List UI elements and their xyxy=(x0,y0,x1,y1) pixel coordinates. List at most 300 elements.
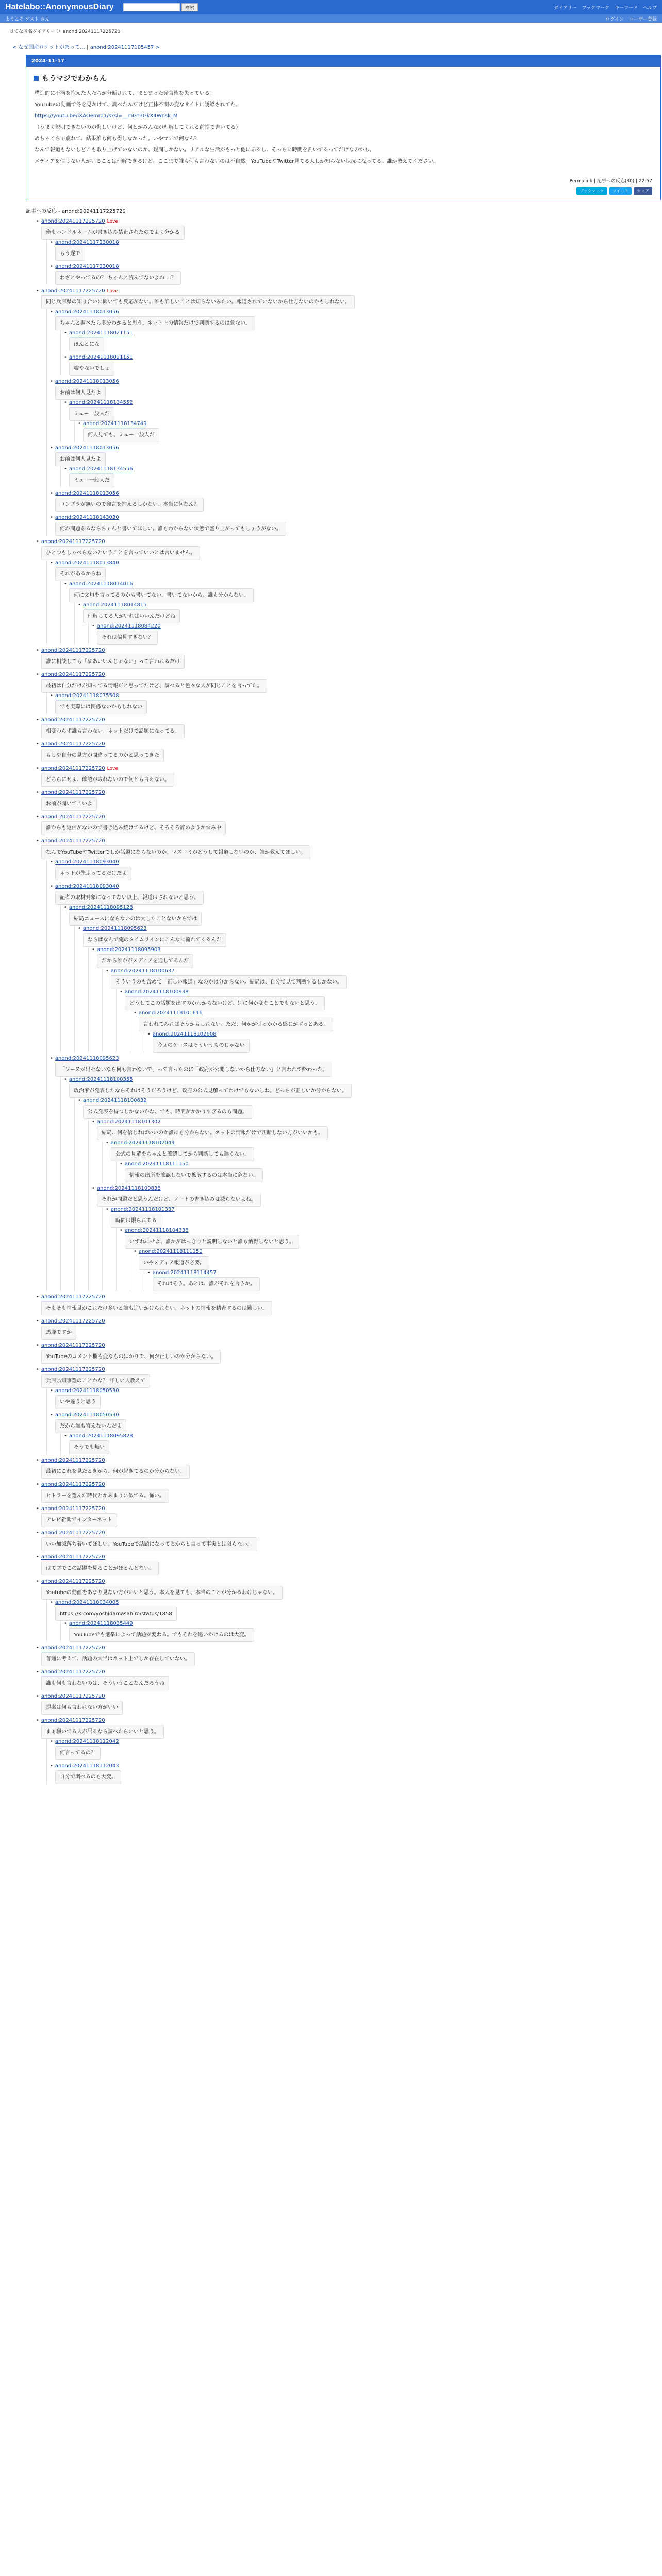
comment-replies xyxy=(46,240,657,285)
comment-text: 自分で調べるのも大変。 xyxy=(55,1770,121,1784)
comment-author-link[interactable]: anond:20241117225720 xyxy=(41,814,105,820)
comment-node xyxy=(64,400,657,442)
comment-author-link[interactable]: anond:20241118014016 xyxy=(69,581,133,587)
register-link[interactable]: ユーザー登録 xyxy=(628,16,657,22)
comment-node xyxy=(78,926,657,1053)
bullet-icon: • xyxy=(36,1294,39,1300)
comment-author-link[interactable]: anond:20241118134749 xyxy=(82,421,147,427)
comment-text: 提案は何も言われない方がいい xyxy=(41,1701,123,1715)
comment-node xyxy=(36,648,657,669)
comment-author-link[interactable]: anond:20241118100355 xyxy=(69,1077,133,1082)
comment-author-link[interactable]: anond:20241117225720 xyxy=(41,790,105,795)
comment-author-link[interactable]: anond:20241117225720 xyxy=(41,1482,105,1487)
entry-body xyxy=(26,88,660,174)
comment-node xyxy=(106,968,657,1053)
comment-header xyxy=(50,560,657,566)
comment-replies xyxy=(46,560,657,645)
comment-node xyxy=(36,1294,657,1315)
comment-node xyxy=(78,602,657,645)
entry-title[interactable] xyxy=(26,67,660,88)
comment-text: そうでも無い xyxy=(69,1440,109,1454)
comment-header xyxy=(50,884,657,889)
comment-author-link[interactable]: anond:20241118101616 xyxy=(138,1010,203,1016)
comment-author-link[interactable]: anond:20241118021151 xyxy=(69,330,133,336)
bullet-icon: • xyxy=(36,1693,39,1699)
comment-text: 最初は自分だけが知ってる情報だと思ってたけど、調べると色々な人が同じことを言ってた。 xyxy=(41,679,267,693)
bullet-icon: • xyxy=(36,741,39,747)
comment-author-link[interactable]: anond:20241118100838 xyxy=(96,1185,161,1191)
search-button[interactable]: 検索 xyxy=(181,3,198,11)
comment-author-link[interactable]: anond:20241118100632 xyxy=(82,1098,147,1104)
comment-node xyxy=(64,354,657,376)
comment-header xyxy=(134,1010,657,1016)
comment-header xyxy=(64,1433,657,1439)
comment-text: わざとやってるの？ ちゃんと読んでないよね ...？ xyxy=(55,271,181,285)
comment-replies xyxy=(46,859,657,1291)
bullet-icon: • xyxy=(50,693,53,699)
comment-node xyxy=(92,947,657,1053)
prev-link[interactable]: < なぜ国産ロケットがあって… xyxy=(12,45,85,50)
comment-text: 時間は限られてる xyxy=(111,1214,161,1228)
comment-header xyxy=(50,379,657,384)
content xyxy=(0,23,662,1790)
comment-header xyxy=(147,1031,657,1037)
next-link[interactable]: anond:20241117105457 > xyxy=(90,45,160,50)
comment-header xyxy=(36,648,657,653)
comment-author-link[interactable]: anond:20241118093040 xyxy=(55,859,119,865)
nav-bookmark[interactable]: ブックマーク xyxy=(582,5,609,11)
comment-author-link[interactable]: anond:20241118101337 xyxy=(110,1207,175,1212)
comment-author-link[interactable]: anond:20241118102608 xyxy=(152,1031,217,1037)
bullet-icon: • xyxy=(106,1140,109,1146)
comment-header xyxy=(78,421,657,427)
comment-node xyxy=(36,1530,657,1551)
bullet-icon: • xyxy=(134,1010,137,1016)
comment-header xyxy=(78,602,657,608)
comment-author-link[interactable]: anond:20241117225720 xyxy=(41,766,105,771)
comment-header xyxy=(36,288,657,294)
sub-bar xyxy=(0,14,662,23)
comment-author-link[interactable]: anond:20241117225720 xyxy=(41,1554,105,1560)
comment-author-link[interactable]: anond:20241118013840 xyxy=(55,560,119,566)
comment-node xyxy=(50,693,657,714)
comment-author-link[interactable]: anond:20241118112043 xyxy=(55,1763,119,1769)
comment-author-link[interactable]: anond:20241117225720 xyxy=(41,741,105,747)
comment-author-link[interactable]: anond:20241117225720 xyxy=(41,1294,105,1300)
comment-author-link[interactable]: anond:20241118102049 xyxy=(110,1140,175,1146)
bullet-icon: • xyxy=(64,330,67,336)
comment-author-link[interactable]: anond:20241118013056 xyxy=(55,379,119,384)
comment-text: 何言ってるの？ xyxy=(55,1746,101,1760)
comment-header xyxy=(36,1458,657,1463)
comment-author-link[interactable]: anond:20241118111150 xyxy=(138,1249,203,1255)
pager xyxy=(12,43,653,50)
nav-help[interactable]: ヘルプ xyxy=(642,5,657,11)
comment-author-link[interactable]: anond:20241117225720 xyxy=(41,1318,105,1324)
comment-header xyxy=(120,989,657,995)
comment-header xyxy=(64,354,657,360)
entry-title-text: もうマジでわからん xyxy=(42,75,107,83)
comment-node xyxy=(50,309,657,376)
comment-author-link[interactable]: anond:20241117225720 xyxy=(41,648,105,653)
comment-text: いずれにせよ、誰かがはっきりと説明しないと誰も納得しないと思う。 xyxy=(125,1235,299,1249)
comment-node xyxy=(50,1388,657,1409)
comment-text: ほんとにな xyxy=(69,337,104,351)
comment-author-link[interactable]: anond:20241117225720 xyxy=(41,1458,105,1463)
entry-meta[interactable]: Permalink | 記事への反応(30) | 22:57 xyxy=(569,179,652,184)
comment-replies xyxy=(144,1031,657,1053)
comment-author-link[interactable]: anond:20241117225720 xyxy=(41,1693,105,1699)
comment-text: まぁ騒いでる人が居るなら調べたらいいと思う。 xyxy=(41,1725,164,1739)
comment-node xyxy=(36,1693,657,1715)
comment-header xyxy=(36,1693,657,1699)
comment-replies xyxy=(116,989,657,1053)
comment-author-link[interactable]: anond:20241118013056 xyxy=(55,309,119,315)
breadcrumb: はてな匿名ダイアリー ＞ anond:20241117225720 xyxy=(9,29,121,35)
comment-replies xyxy=(74,602,657,645)
comment-author-link[interactable]: anond:20241118050530 xyxy=(55,1388,119,1394)
comment-header xyxy=(50,693,657,699)
bullet-icon: • xyxy=(36,1718,39,1723)
bullet-icon: • xyxy=(36,1645,39,1651)
comment-node xyxy=(64,1077,657,1291)
comment-text: 俺もハンドルネームが書き込み禁止されたのでよく分かる xyxy=(41,226,185,240)
comment-node xyxy=(50,490,657,512)
entry-paragraph: （うまく説明できないのが悔しいけど、何とかみんなが理解してくれる前提で書いてる） xyxy=(35,125,241,130)
comment-node xyxy=(36,1367,657,1454)
comment-header xyxy=(36,1669,657,1675)
search-input[interactable] xyxy=(123,3,180,11)
comment-node xyxy=(36,1554,657,1575)
bullet-icon: • xyxy=(64,1077,67,1082)
comment-node xyxy=(36,1318,657,1340)
bullet-icon: • xyxy=(92,1185,95,1191)
comment-header xyxy=(64,905,657,910)
comment-node xyxy=(36,1343,657,1364)
comment-author-link[interactable]: anond:20241117225720 xyxy=(41,1343,105,1348)
bullet-icon: • xyxy=(50,1600,53,1605)
comment-author-link[interactable]: anond:20241117225720 xyxy=(41,1530,105,1536)
comment-author-link[interactable]: anond:20241117225720 xyxy=(41,1645,105,1651)
comment-text: 同じ兵庫県の知り合いに聞いても反応がない。誰も詳しいことは知らないみたい。報道されていないから仕方ないのかもしれない。 xyxy=(41,295,355,309)
comment-node xyxy=(134,1249,657,1291)
comment-text: 記者の取材対象になってない以上、報道はされないと思う。 xyxy=(55,891,204,905)
comment-header xyxy=(147,1270,657,1276)
comment-node xyxy=(50,379,657,442)
comment-node xyxy=(147,1270,657,1291)
comment-node xyxy=(36,1669,657,1690)
comment-header xyxy=(36,1554,657,1560)
comment-author-link[interactable]: anond:20241118134556 xyxy=(69,466,133,472)
bullet-icon: • xyxy=(50,1763,53,1769)
bullet-icon: • xyxy=(120,1161,123,1167)
bullet-icon: • xyxy=(36,766,39,771)
comment-author-link[interactable]: anond:20241118013056 xyxy=(55,490,119,496)
bullet-icon: • xyxy=(50,379,53,384)
bullet-icon: • xyxy=(50,264,53,269)
bullet-icon: • xyxy=(50,884,53,889)
comment-node xyxy=(50,1739,657,1760)
bullet-icon: • xyxy=(106,968,109,974)
love-badge[interactable]: Love xyxy=(107,218,118,224)
comment-node xyxy=(106,1207,657,1291)
comment-header xyxy=(92,1119,657,1125)
comment-text: ネットが先走ってるだけだよ xyxy=(55,867,131,880)
login-link[interactable]: ログイン xyxy=(605,16,624,22)
welcome-text: ようこそ ゲスト さん xyxy=(5,16,50,22)
comment-node xyxy=(64,466,657,487)
love-badge[interactable]: Love xyxy=(107,288,118,294)
entry-paragraph: メディアを信じない人がいることは理解できるけど、ここまで誰も何も言わないのは不自然。YouTubeやTwitter見てる人しか知らない状況になってる。誰か教えてください。 xyxy=(35,159,439,164)
top-bar xyxy=(0,0,662,14)
comment-text: それが問題だと思うんだけど、ノートの書き込みは減らないよね。 xyxy=(97,1193,261,1207)
bullet-icon: • xyxy=(50,560,53,566)
comment-text: https://x.com/yoshidamasahiro/status/1858 xyxy=(55,1607,177,1621)
comment-replies xyxy=(60,1077,657,1291)
comment-node xyxy=(64,905,657,1053)
comment-replies xyxy=(60,1433,657,1454)
comment-author-link[interactable]: anond:20241118101302 xyxy=(96,1119,161,1125)
comment-replies xyxy=(116,1228,657,1291)
share-buttons xyxy=(26,185,660,200)
comment-replies xyxy=(60,905,657,1053)
comment-author-link[interactable]: anond:20241117225720 xyxy=(41,1506,105,1512)
comment-replies xyxy=(116,1161,657,1182)
comment-author-link[interactable]: anond:20241117230018 xyxy=(55,240,119,245)
comment-header xyxy=(78,926,657,931)
comment-header xyxy=(36,1482,657,1487)
comment-author-link[interactable]: anond:20241117230018 xyxy=(55,264,119,269)
bullet-icon: • xyxy=(36,790,39,795)
comment-text: それがあるからね xyxy=(55,567,106,581)
comment-text: 政治家が発表したならそれはそうだろうけど、政府の公式見解ってわけでもないしね。どっちが正しいか分からない。 xyxy=(69,1084,352,1098)
comment-header xyxy=(36,1506,657,1512)
comment-header xyxy=(50,1388,657,1394)
comment-text: 何か問題あるならちゃんと書いてほしい。誰もわからない状態で盛り上がってもしょうがない。 xyxy=(55,522,286,536)
comment-header xyxy=(36,741,657,747)
comment-author-link[interactable]: anond:20241118093040 xyxy=(55,884,119,889)
comment-text: 誰に相談しても「まあいいんじゃない」って言われるだけ xyxy=(41,655,185,669)
comment-node xyxy=(36,766,657,787)
bullet-icon: • xyxy=(36,1669,39,1675)
comment-author-link[interactable]: anond:20241118035449 xyxy=(69,1621,133,1626)
comment-replies xyxy=(130,1010,657,1053)
site-logo[interactable]: Hatelabo::AnonymousDiary xyxy=(5,3,114,11)
comment-header xyxy=(78,1098,657,1104)
comment-header xyxy=(120,1161,657,1167)
comment-header xyxy=(50,264,657,269)
comment-text: ひとつもしゃべらないということを言っていいとは言いません。 xyxy=(41,546,200,560)
comment-text: 馬鹿ですか xyxy=(41,1326,76,1340)
comment-node xyxy=(120,989,657,1053)
bullet-icon: • xyxy=(50,1056,53,1061)
bullet-icon: • xyxy=(78,602,81,608)
bullet-icon: • xyxy=(50,240,53,245)
comment-node xyxy=(64,1621,657,1642)
comment-author-link[interactable]: anond:20241118095623 xyxy=(55,1056,119,1061)
comment-node xyxy=(50,859,657,880)
bullet-icon: • xyxy=(134,1249,137,1255)
comment-author-link[interactable]: anond:20241118095828 xyxy=(69,1433,133,1439)
comment-author-link[interactable]: anond:20241117225720 xyxy=(41,1718,105,1723)
bullet-icon: • xyxy=(50,490,53,496)
nav-diary[interactable]: ダイアリー xyxy=(554,5,577,11)
comment-text: 公式発表を待つしかないかな。でも、時間がかかりすぎるのも問題。 xyxy=(83,1105,252,1119)
comment-text: もしや自分の見方が間違ってるのかと思ってきた xyxy=(41,749,164,762)
comment-node xyxy=(36,288,657,536)
comment-text: どうしてこの話題を出すのかわからないけど、別に何か変なことでもないと思う。 xyxy=(125,996,325,1010)
comment-text: いい加減落ち着いてほしい。YouTubeで話題になってるからと言って事実とは限らない。 xyxy=(41,1537,257,1551)
comment-author-link[interactable]: anond:20241117225720 xyxy=(41,1579,105,1584)
bullet-icon: • xyxy=(64,1621,67,1626)
comment-replies xyxy=(60,400,657,442)
comment-author-link[interactable]: anond:20241117225720 xyxy=(41,838,105,844)
comment-text: なんでYouTubeやTwitterでしか話題にならないのか。マスコミがどうして報道しないのか、誰か教えてほしい。 xyxy=(41,845,310,859)
comment-node xyxy=(50,1763,657,1784)
bullet-icon: • xyxy=(36,1318,39,1324)
bullet-icon: • xyxy=(92,623,95,629)
comment-author-link[interactable]: anond:20241117225720 xyxy=(41,672,105,677)
entry-date: 2024-11-17 xyxy=(26,55,660,67)
comment-author-link[interactable]: anond:20241118013056 xyxy=(55,445,119,451)
comment-replies xyxy=(74,926,657,1053)
comment-node xyxy=(36,1482,657,1503)
comment-author-link[interactable]: anond:20241118075508 xyxy=(55,693,119,699)
entry xyxy=(26,55,661,200)
comment-header xyxy=(50,1739,657,1744)
comment-node xyxy=(50,1600,657,1642)
comment-thread xyxy=(36,218,657,1784)
bookmark-button[interactable]: ブックマーク xyxy=(576,187,607,195)
comment-header xyxy=(92,947,657,953)
comment-node xyxy=(92,623,657,645)
tweet-button[interactable]: ツイート xyxy=(609,187,632,195)
share-button[interactable]: シェア xyxy=(634,187,652,195)
comment-replies xyxy=(88,1119,657,1291)
comment-header xyxy=(64,400,657,405)
comment-replies xyxy=(144,1270,657,1291)
comment-author-link[interactable]: anond:20241118134552 xyxy=(69,400,133,405)
bullet-icon: • xyxy=(36,1579,39,1584)
bullet-icon: • xyxy=(78,1098,81,1104)
comment-text: Youtubeの動画をあまり見ない方がいいと思う。本人を見ても、本当のことが分かるわけじゃない。 xyxy=(41,1586,283,1600)
bullet-icon: • xyxy=(36,539,39,545)
comment-author-link[interactable]: anond:20241118104338 xyxy=(124,1228,189,1233)
bullet-icon: • xyxy=(50,515,53,520)
comment-author-link[interactable]: anond:20241118100938 xyxy=(124,989,189,995)
comment-author-link[interactable]: anond:20241118050530 xyxy=(55,1412,119,1418)
comment-author-link[interactable]: anond:20241118095623 xyxy=(82,926,147,931)
comment-author-link[interactable]: anond:20241117225720 xyxy=(41,539,105,545)
comment-text: YouTubeでも選挙によって話題が変わる。でもそれを追いかけるのは大変。 xyxy=(69,1628,254,1642)
comment-header xyxy=(36,1294,657,1300)
comment-header xyxy=(50,1600,657,1605)
comment-header xyxy=(36,1718,657,1723)
comment-node xyxy=(36,672,657,714)
bullet-icon: • xyxy=(147,1031,151,1037)
entry-paragraph: なんで報道もないしどこも取り上げていないのか、疑問しかない。リアルな生活がもっと他にあるし、そっちに時間を割いてるってだけなのかも。 xyxy=(35,147,375,153)
comment-author-link[interactable]: anond:20241117225720 xyxy=(41,1367,105,1372)
bullet-icon: • xyxy=(36,814,39,820)
bullet-icon: • xyxy=(36,218,39,224)
bullet-icon: • xyxy=(36,672,39,677)
love-badge[interactable]: Love xyxy=(107,766,118,771)
comment-node xyxy=(50,884,657,1053)
comment-text: そういうのも含めて「正しい報道」なのかは分からない。結局は、自分で見て判断するしかない。 xyxy=(111,975,347,989)
comment-node xyxy=(36,1579,657,1642)
comment-node xyxy=(50,240,657,261)
comment-author-link[interactable]: anond:20241117225720 xyxy=(41,218,105,224)
comment-node xyxy=(50,515,657,536)
comment-replies xyxy=(102,968,657,1053)
bullet-icon: • xyxy=(78,926,81,931)
comment-replies xyxy=(60,1621,657,1642)
bullet-icon: • xyxy=(64,581,67,587)
comment-text: だから誰かがメディアを通してるんだ xyxy=(97,954,193,968)
comment-author-link[interactable]: anond:20241118114457 xyxy=(152,1270,217,1276)
comment-header xyxy=(106,968,657,974)
comment-header xyxy=(64,1077,657,1082)
comment-author-link[interactable]: anond:20241117225720 xyxy=(41,717,105,723)
comment-replies xyxy=(74,421,657,442)
comment-author-link[interactable]: anond:20241117225720 xyxy=(41,288,105,294)
comment-author-link[interactable]: anond:20241118084220 xyxy=(96,623,161,629)
comment-header xyxy=(36,1579,657,1584)
comment-author-link[interactable]: anond:20241118095903 xyxy=(96,947,161,953)
comment-author-link[interactable]: anond:20241118095128 xyxy=(69,905,133,910)
comment-header xyxy=(50,1763,657,1769)
comment-author-link[interactable]: anond:20241118014815 xyxy=(82,602,147,608)
comment-author-link[interactable]: anond:20241118112042 xyxy=(55,1739,119,1744)
comment-header xyxy=(64,581,657,587)
comment-header xyxy=(36,717,657,723)
comment-node xyxy=(36,1645,657,1666)
comment-author-link[interactable]: anond:20241118100637 xyxy=(110,968,175,974)
comment-text: コンプラが無いので発言を控えるしかない。本当に何なん？ xyxy=(55,498,204,512)
bullet-icon: • xyxy=(36,838,39,844)
comment-header xyxy=(120,1228,657,1233)
comment-author-link[interactable]: anond:20241118111150 xyxy=(124,1161,189,1167)
comment-header xyxy=(36,1367,657,1372)
comment-node xyxy=(36,717,657,738)
comment-node xyxy=(36,1718,657,1784)
pager-separator: | xyxy=(85,45,90,50)
comment-author-link[interactable]: anond:20241118034005 xyxy=(55,1600,119,1605)
comment-text: 最初にこれを見たときから、何が起きてるのか分からない。 xyxy=(41,1465,190,1479)
bullet-icon: • xyxy=(106,1207,109,1212)
comment-header xyxy=(50,1412,657,1418)
bullet-icon: • xyxy=(64,905,67,910)
comment-text: 何に文句を言ってるのかも書いてない。書いてないから、誰も分からない。 xyxy=(69,588,254,602)
comment-header xyxy=(36,814,657,820)
comment-text: 情報の出所を確認しないで拡散するのは本当に危ない。 xyxy=(125,1168,263,1182)
comment-node xyxy=(50,264,657,285)
entry-link[interactable]: https://youtu.be/iXAOemrd1/s?si=__mGY3GkX4Wnsk_M xyxy=(35,113,178,119)
comment-header xyxy=(36,1645,657,1651)
comment-text: 何人見ても、ミュー一般人だ xyxy=(83,428,159,442)
comment-author-link[interactable]: anond:20241118021151 xyxy=(69,354,133,360)
comment-author-link[interactable]: anond:20241117225720 xyxy=(41,1669,105,1675)
comment-text: お前は何人見たよ xyxy=(55,386,106,400)
nav-keyword[interactable]: キーワード xyxy=(614,5,638,11)
comment-header xyxy=(64,330,657,336)
bullet-icon: • xyxy=(36,288,39,294)
bullet-icon: • xyxy=(64,400,67,405)
comment-node xyxy=(64,1433,657,1454)
bullet-icon: • xyxy=(92,1119,95,1125)
bullet-icon: • xyxy=(36,648,39,653)
comment-author-link[interactable]: anond:20241118143030 xyxy=(55,515,119,520)
